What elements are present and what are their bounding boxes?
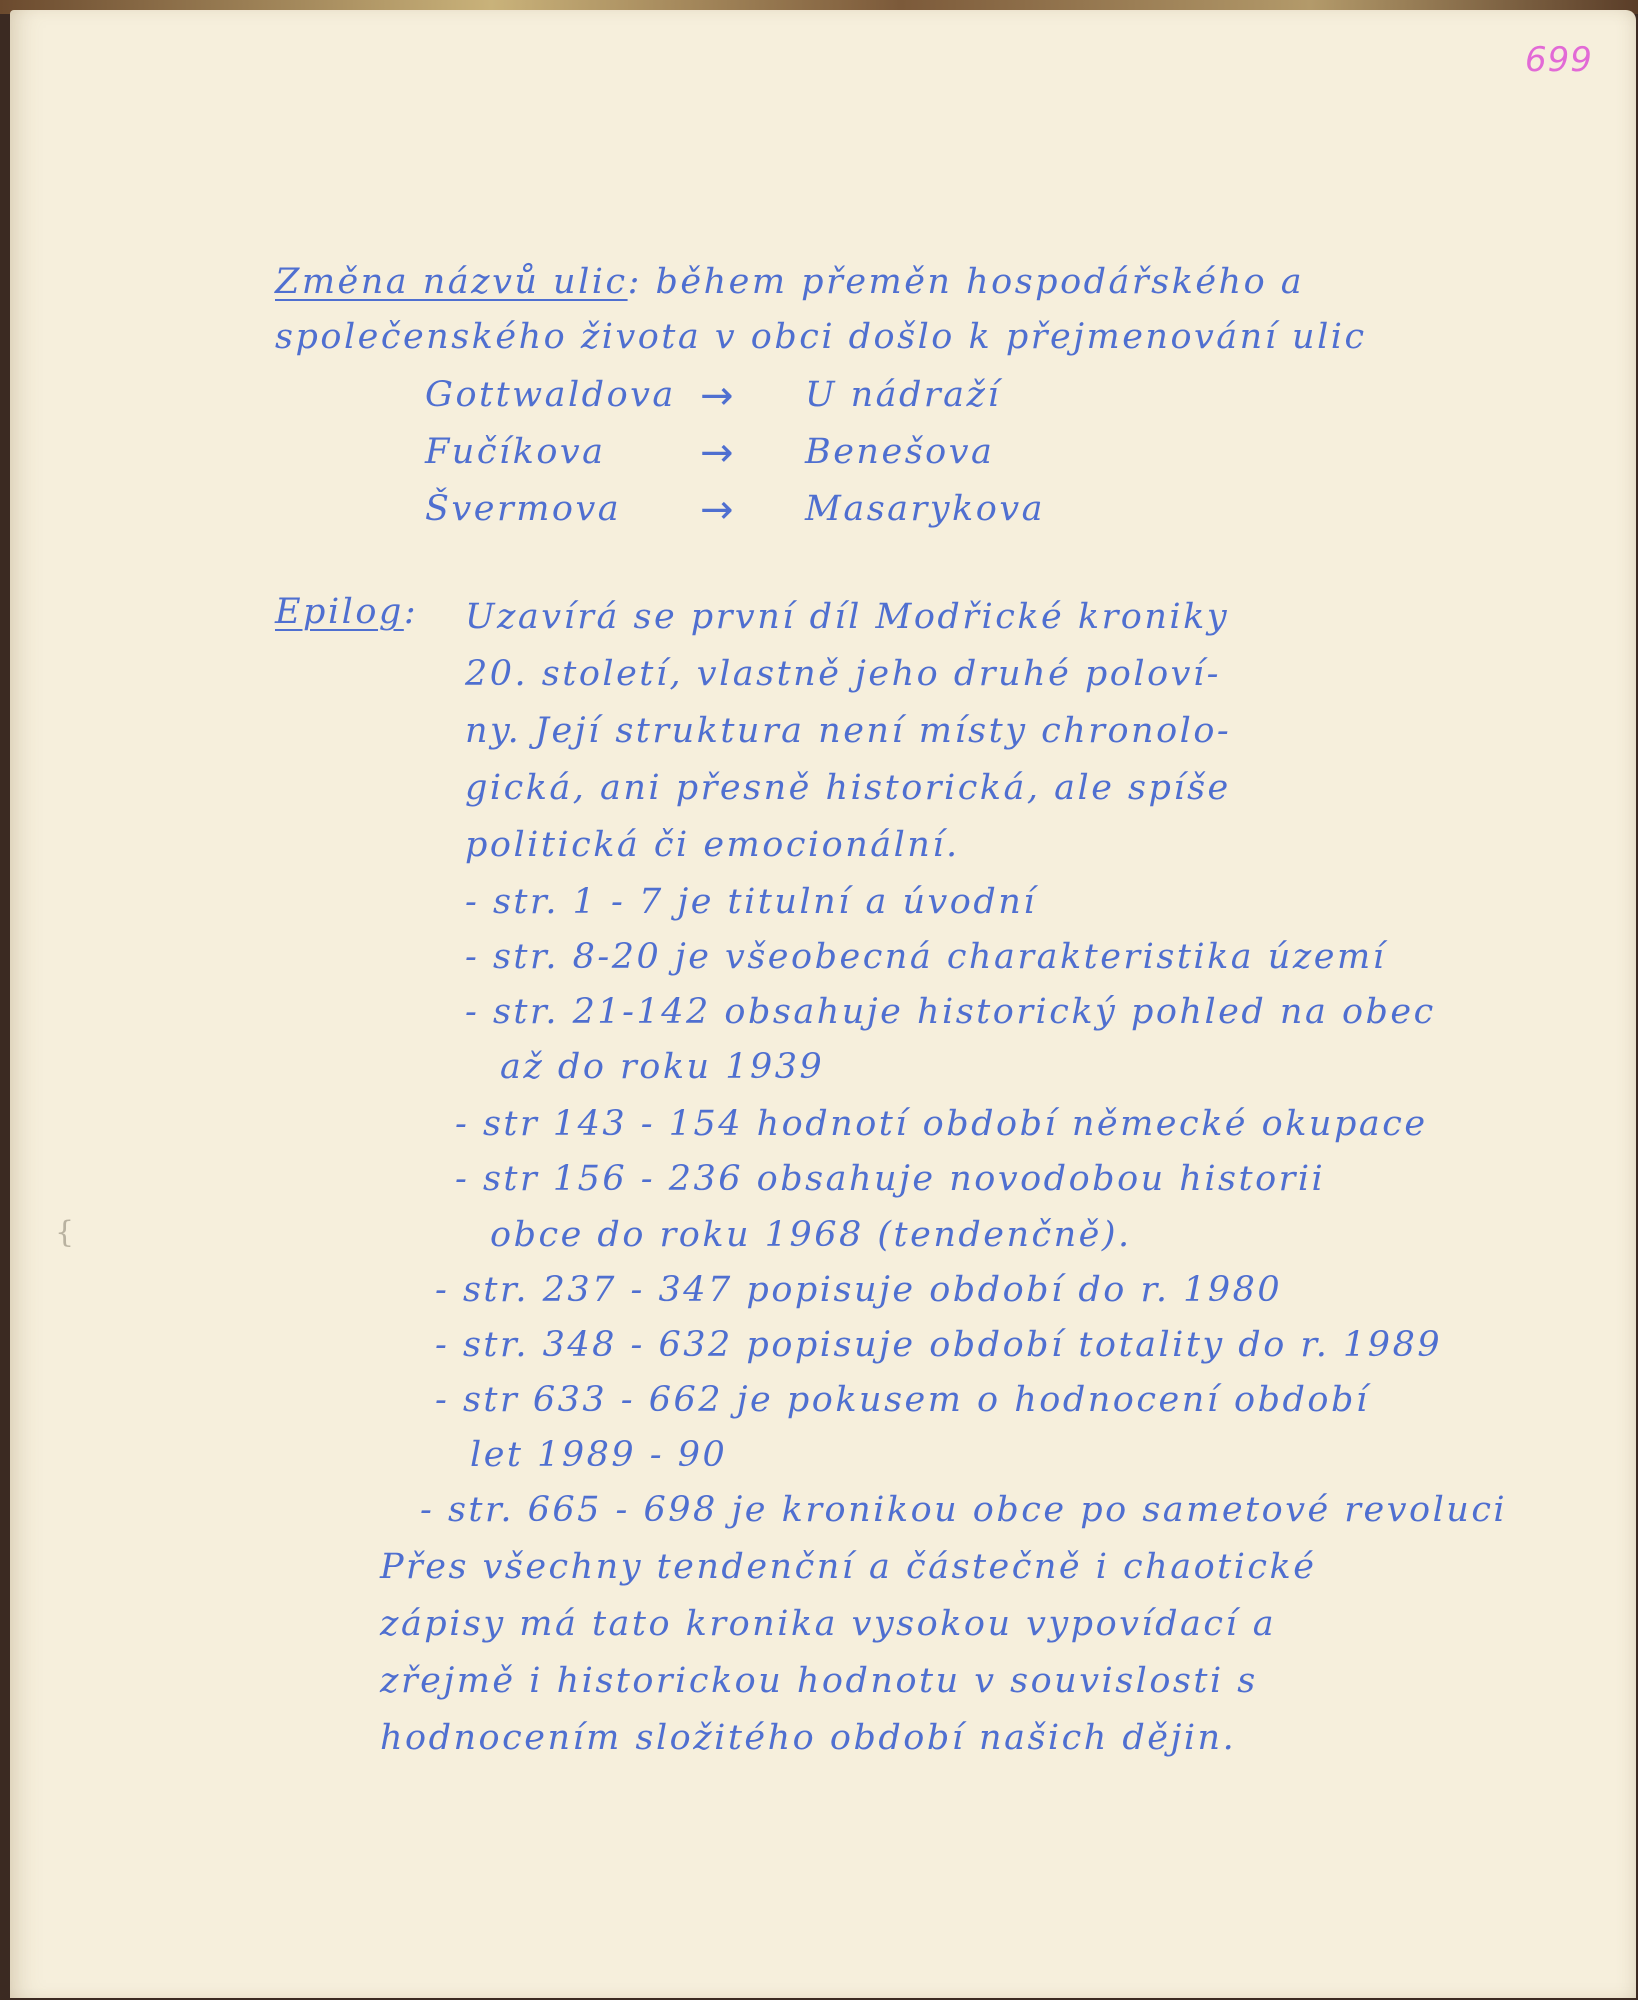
arrow-icon: → <box>700 487 734 533</box>
epilog-list-item: - str. 348 - 632 popisuje období totality do r. 1989 <box>435 1325 1443 1365</box>
epilog-list-item: - str. 237 - 347 popisuje období do r. 1980 <box>435 1270 1283 1310</box>
page-number: 699 <box>1525 40 1593 80</box>
epilog-list-item: - str. 8-20 je všeobecná charakteristika území <box>465 937 1387 977</box>
street-new-3: Masarykova <box>805 489 1045 529</box>
epilog-closing-line: zápisy má tato kronika vysokou vypovídací a <box>380 1604 1277 1644</box>
epilog-label: Epilog <box>275 592 404 632</box>
epilog-label-line <box>275 592 419 632</box>
epilog-list-item-continuation: až do roku 1939 <box>500 1047 825 1087</box>
renaming-line-1 <box>275 262 1305 302</box>
chronicle-page <box>10 10 1636 1998</box>
epilog-list-item-continuation: obce do roku 1968 (tendenčně). <box>490 1215 1132 1255</box>
epilog-intro-line: ny. Její struktura není místy chronolo- <box>465 711 1232 751</box>
epilog-closing-line: zřejmě i historickou hodnotu v souvislosti s <box>380 1661 1258 1701</box>
arrow-icon: → <box>700 430 734 476</box>
renaming-heading: Změna názvů ulic <box>275 262 628 302</box>
epilog-list-item-continuation: let 1989 - 90 <box>470 1435 728 1475</box>
epilog-intro-line: politická či emocionální. <box>465 825 960 865</box>
margin-pencil-mark: { <box>55 1215 75 1250</box>
epilog-intro-line: gická, ani přesně historická, ale spíše <box>465 768 1231 808</box>
epilog-closing-line: Přes všechny tendenční a částečně i chaotické <box>380 1547 1317 1587</box>
street-new-1: U nádraží <box>805 375 1002 415</box>
epilog-intro-line: 20. století, vlastně jeho druhé poloví- <box>465 654 1221 694</box>
street-old-2: Fučíkova <box>425 432 606 472</box>
epilog-list-item: - str. 1 - 7 je titulní a úvodní <box>465 882 1037 922</box>
arrow-icon: → <box>700 373 734 419</box>
renaming-line1-rest: : během přeměn hospodářského a <box>627 262 1305 302</box>
epilog-closing-line: hodnocením složitého období našich dějin. <box>380 1718 1237 1758</box>
epilog-list-item: - str. 21-142 obsahuje historický pohled na obec <box>465 992 1436 1032</box>
street-old-3: Švermova <box>425 489 622 529</box>
epilog-list-item: - str 143 - 154 hodnotí období německé okupace <box>455 1104 1428 1144</box>
street-old-1: Gottwaldova <box>425 375 676 415</box>
epilog-list-item: - str 156 - 236 obsahuje novodobou historii <box>455 1159 1326 1199</box>
epilog-list-item: - str. 665 - 698 je kronikou obce po sametové revoluci <box>420 1490 1508 1530</box>
renaming-line-2: společenského života v obci došlo k přejmenování ulic <box>275 317 1367 357</box>
epilog-colon: : <box>403 592 419 632</box>
street-new-2: Benešova <box>805 432 995 472</box>
epilog-intro-line: Uzavírá se první díl Modřické kroniky <box>465 597 1230 637</box>
epilog-list-item: - str 633 - 662 je pokusem o hodnocení období <box>435 1380 1370 1420</box>
